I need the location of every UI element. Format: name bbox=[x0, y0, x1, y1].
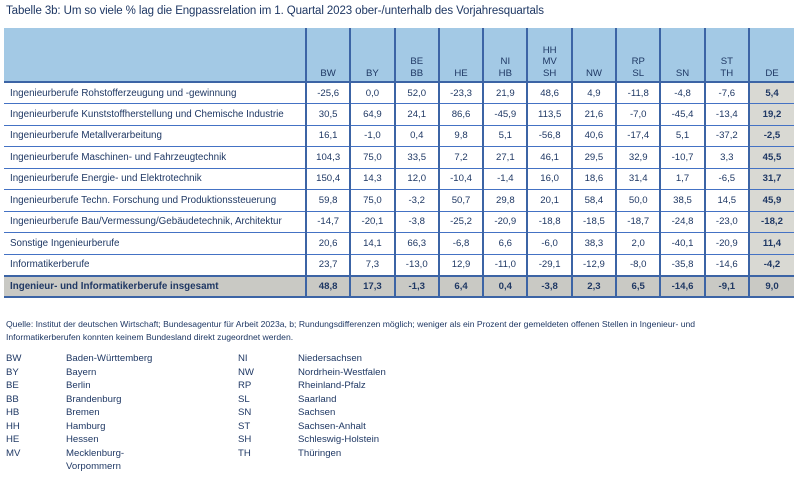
table-total-row bbox=[4, 276, 794, 298]
cell-sn: -24,8 bbox=[660, 211, 704, 233]
legend-abbreviation: HE bbox=[6, 434, 20, 445]
cell-th: -20,9 bbox=[705, 233, 749, 255]
column-header-th bbox=[705, 28, 749, 82]
column-header-line: HB bbox=[498, 67, 512, 79]
legend-state-name: Sachsen bbox=[298, 407, 336, 418]
legend-state-name: Niedersachsen bbox=[298, 353, 362, 364]
cell-hb: -1,4 bbox=[483, 168, 527, 190]
cell-hb: 0,4 bbox=[483, 276, 527, 298]
table-body bbox=[4, 82, 794, 297]
cell-th: -7,6 bbox=[705, 82, 749, 104]
cell-bb: -1,3 bbox=[395, 276, 439, 298]
data-table-container bbox=[4, 28, 794, 298]
cell-de: 11,4 bbox=[749, 233, 794, 255]
row-label: Ingenieurberufe Metallverarbeitung bbox=[4, 125, 306, 147]
cell-sl: -11,8 bbox=[616, 82, 660, 104]
legend-abbreviation: HH bbox=[6, 420, 20, 432]
column-header-bb bbox=[395, 28, 439, 82]
cell-he: 6,4 bbox=[439, 276, 483, 298]
cell-sh: 16,0 bbox=[527, 168, 571, 190]
cell-sh: 113,5 bbox=[527, 104, 571, 126]
column-header-line: RP bbox=[631, 56, 645, 67]
cell-de: 19,2 bbox=[749, 104, 794, 126]
cell-by: 14,3 bbox=[350, 168, 394, 190]
cell-de: -18,2 bbox=[749, 211, 794, 233]
cell-de: 5,4 bbox=[749, 82, 794, 104]
legend-state-name-continuation: Vorpommern bbox=[66, 461, 121, 472]
cell-nw: 40,6 bbox=[572, 125, 616, 147]
table-header bbox=[4, 28, 794, 82]
cell-sl: -17,4 bbox=[616, 125, 660, 147]
row-label: Informatikerberufe bbox=[4, 254, 306, 276]
cell-bb: 0,4 bbox=[395, 125, 439, 147]
cell-th: -14,6 bbox=[705, 254, 749, 276]
cell-sl: -8,0 bbox=[616, 254, 660, 276]
cell-th: -37,2 bbox=[705, 125, 749, 147]
legend-item bbox=[238, 393, 488, 407]
cell-sh: -29,1 bbox=[527, 254, 571, 276]
legend-abbreviation: BY bbox=[6, 366, 19, 378]
source-note: Quelle: Institut der deutschen Wirtschaft; Bundesagentur für Arbeit 2023a, b; Rundungsdifferenzen möglich; weniger als ein Prozent der gemeldeten offenen Stellen in Ingenieur- und Informatikerberufen konnten keinem Bundesland direkt zugeordnet werden. bbox=[6, 319, 696, 342]
cell-nw: 21,6 bbox=[572, 104, 616, 126]
legend-item bbox=[6, 433, 238, 447]
cell-he: 86,6 bbox=[439, 104, 483, 126]
cell-hb: 27,1 bbox=[483, 147, 527, 169]
engpassrelation-table bbox=[4, 28, 794, 298]
cell-sh: 20,1 bbox=[527, 190, 571, 212]
cell-by: 64,9 bbox=[350, 104, 394, 126]
legend-state-name: Mecklenburg- bbox=[66, 447, 125, 459]
legend-state-name: Schleswig-Holstein bbox=[298, 434, 380, 445]
column-header-line: TH bbox=[720, 67, 734, 79]
cell-sn: -4,8 bbox=[660, 82, 704, 104]
legend-item bbox=[238, 433, 488, 447]
column-header-line: SH bbox=[542, 67, 557, 79]
legend-state-name: Hessen bbox=[66, 434, 99, 445]
table-row bbox=[4, 82, 794, 104]
table-row bbox=[4, 104, 794, 126]
cell-hb: -11,0 bbox=[483, 254, 527, 276]
legend-column-left bbox=[6, 352, 238, 474]
cell-bw: 48,8 bbox=[306, 276, 350, 298]
cell-sl: -7,0 bbox=[616, 104, 660, 126]
cell-bw: 59,8 bbox=[306, 190, 350, 212]
cell-by: -1,0 bbox=[350, 125, 394, 147]
cell-th: -13,4 bbox=[705, 104, 749, 126]
legend-state-name: Bayern bbox=[66, 366, 97, 378]
cell-sn: -10,7 bbox=[660, 147, 704, 169]
cell-he: -25,2 bbox=[439, 211, 483, 233]
cell-he: 9,8 bbox=[439, 125, 483, 147]
row-label: Ingenieurberufe Rohstofferzeugung und -gewinnung bbox=[4, 82, 306, 104]
legend-item bbox=[6, 366, 238, 380]
legend-state-name: Berlin bbox=[66, 380, 91, 391]
cell-de: 9,0 bbox=[749, 276, 794, 298]
cell-de: -4,2 bbox=[749, 254, 794, 276]
column-header-line: BW bbox=[320, 67, 336, 79]
legend-item bbox=[238, 406, 488, 420]
legend-state-name: Bremen bbox=[66, 407, 100, 418]
row-label: Ingenieur- und Informatikerberufe insgesamt bbox=[4, 276, 306, 298]
column-header-sn bbox=[660, 28, 704, 82]
legend-item bbox=[6, 379, 238, 393]
legend-abbreviation: ST bbox=[238, 420, 251, 432]
legend-item bbox=[238, 352, 488, 366]
cell-sl: 2,0 bbox=[616, 233, 660, 255]
cell-nw: 2,3 bbox=[572, 276, 616, 298]
cell-sn: -14,6 bbox=[660, 276, 704, 298]
cell-sl: 32,9 bbox=[616, 147, 660, 169]
cell-sh: 48,6 bbox=[527, 82, 571, 104]
column-header-hb bbox=[483, 28, 527, 82]
cell-sh: -56,8 bbox=[527, 125, 571, 147]
cell-by: 17,3 bbox=[350, 276, 394, 298]
legend-state-name: Nordrhein-Westfalen bbox=[298, 366, 386, 378]
legend-state-name: Saarland bbox=[298, 393, 337, 405]
table-header-row bbox=[4, 28, 794, 82]
column-header-line: MV bbox=[542, 56, 557, 67]
cell-sh: -18,8 bbox=[527, 211, 571, 233]
legend-state-name: Rheinland-Pfalz bbox=[298, 380, 366, 391]
cell-bb: 12,0 bbox=[395, 168, 439, 190]
cell-hb: 21,9 bbox=[483, 82, 527, 104]
legend-abbreviation: BB bbox=[6, 393, 19, 405]
legend-abbreviation: SH bbox=[238, 434, 252, 445]
legend-state-name: Sachsen-Anhalt bbox=[298, 420, 366, 432]
cell-th: 3,3 bbox=[705, 147, 749, 169]
cell-by: 75,0 bbox=[350, 190, 394, 212]
cell-bw: -25,6 bbox=[306, 82, 350, 104]
column-header-line: BB bbox=[410, 67, 424, 79]
legend-abbreviation: BE bbox=[6, 380, 19, 391]
cell-hb: -20,9 bbox=[483, 211, 527, 233]
column-header-line: NW bbox=[585, 67, 602, 79]
cell-hb: -45,9 bbox=[483, 104, 527, 126]
cell-bw: 16,1 bbox=[306, 125, 350, 147]
cell-hb: 29,8 bbox=[483, 190, 527, 212]
cell-bb: 52,0 bbox=[395, 82, 439, 104]
column-header-nw bbox=[572, 28, 616, 82]
row-label: Sonstige Ingenieurberufe bbox=[4, 233, 306, 255]
legend-item bbox=[6, 393, 238, 407]
cell-by: 14,1 bbox=[350, 233, 394, 255]
cell-nw: 29,5 bbox=[572, 147, 616, 169]
table-row bbox=[4, 147, 794, 169]
cell-nw: 4,9 bbox=[572, 82, 616, 104]
cell-bb: -3,2 bbox=[395, 190, 439, 212]
cell-th: -6,5 bbox=[705, 168, 749, 190]
legend-state-name: Brandenburg bbox=[66, 393, 122, 405]
column-header-line: HE bbox=[454, 67, 468, 79]
column-header-line: BY bbox=[366, 67, 379, 79]
legend-item bbox=[238, 420, 488, 434]
column-header-sl bbox=[616, 28, 660, 82]
cell-de: 31,7 bbox=[749, 168, 794, 190]
cell-th: -9,1 bbox=[705, 276, 749, 298]
legend-abbreviation: TH bbox=[238, 447, 251, 459]
cell-he: 50,7 bbox=[439, 190, 483, 212]
cell-sl: -18,7 bbox=[616, 211, 660, 233]
legend-column-right bbox=[238, 352, 488, 474]
table-row bbox=[4, 233, 794, 255]
row-label: Ingenieurberufe Kunststoffherstellung und Chemische Industrie bbox=[4, 104, 306, 126]
column-header-row-label bbox=[4, 28, 306, 82]
table-row bbox=[4, 190, 794, 212]
cell-nw: 38,3 bbox=[572, 233, 616, 255]
cell-sn: -45,4 bbox=[660, 104, 704, 126]
legend-item bbox=[238, 447, 488, 461]
legend-state-name: Hamburg bbox=[66, 420, 106, 432]
cell-bw: 23,7 bbox=[306, 254, 350, 276]
cell-he: 7,2 bbox=[439, 147, 483, 169]
cell-hb: 6,6 bbox=[483, 233, 527, 255]
cell-nw: -12,9 bbox=[572, 254, 616, 276]
table-row bbox=[4, 211, 794, 233]
cell-bb: -3,8 bbox=[395, 211, 439, 233]
column-header-line: SL bbox=[632, 67, 645, 79]
column-header-by bbox=[350, 28, 394, 82]
column-header-line: HH bbox=[542, 44, 557, 56]
cell-he: -23,3 bbox=[439, 82, 483, 104]
cell-bw: 30,5 bbox=[306, 104, 350, 126]
column-header-bw bbox=[306, 28, 350, 82]
legend-item bbox=[238, 379, 488, 393]
cell-de: 45,5 bbox=[749, 147, 794, 169]
cell-sh: -3,8 bbox=[527, 276, 571, 298]
column-header-line: ST bbox=[720, 56, 733, 67]
cell-by: -20,1 bbox=[350, 211, 394, 233]
column-header-line: NI bbox=[500, 56, 511, 67]
column-header-line: BE bbox=[410, 56, 424, 67]
cell-by: 7,3 bbox=[350, 254, 394, 276]
cell-sn: 1,7 bbox=[660, 168, 704, 190]
cell-hb: 5,1 bbox=[483, 125, 527, 147]
legend-abbreviation: MV bbox=[6, 447, 21, 459]
legend-item bbox=[6, 447, 238, 461]
cell-th: -23,0 bbox=[705, 211, 749, 233]
cell-sh: -6,0 bbox=[527, 233, 571, 255]
legend-item bbox=[6, 406, 238, 420]
column-header-line: DE bbox=[765, 67, 779, 79]
legend-item bbox=[6, 420, 238, 434]
row-label: Ingenieurberufe Energie- und Elektrotechnik bbox=[4, 168, 306, 190]
cell-nw: 18,6 bbox=[572, 168, 616, 190]
cell-bw: 20,6 bbox=[306, 233, 350, 255]
column-header-he bbox=[439, 28, 483, 82]
cell-bw: 104,3 bbox=[306, 147, 350, 169]
legend-state-name: Baden-Württemberg bbox=[66, 353, 153, 364]
row-label: Ingenieurberufe Bau/Vermessung/Gebäudetechnik, Architektur bbox=[4, 211, 306, 233]
cell-nw: 58,4 bbox=[572, 190, 616, 212]
cell-by: 75,0 bbox=[350, 147, 394, 169]
cell-nw: -18,5 bbox=[572, 211, 616, 233]
table-row bbox=[4, 254, 794, 276]
cell-bb: 66,3 bbox=[395, 233, 439, 255]
legend-abbreviation: HB bbox=[6, 407, 20, 418]
legend-abbreviation: RP bbox=[238, 380, 252, 391]
table-row bbox=[4, 168, 794, 190]
legend-item bbox=[238, 366, 488, 380]
cell-sn: -35,8 bbox=[660, 254, 704, 276]
row-label: Ingenieurberufe Maschinen- und Fahrzeugtechnik bbox=[4, 147, 306, 169]
column-header-sh bbox=[527, 28, 571, 82]
legend-item bbox=[6, 352, 238, 366]
cell-bb: 33,5 bbox=[395, 147, 439, 169]
cell-bb: -13,0 bbox=[395, 254, 439, 276]
abbreviation-legend bbox=[6, 352, 526, 474]
legend-abbreviation: NI bbox=[238, 353, 248, 364]
page-title: Tabelle 3b: Um so viele % lag die Engpassrelation im 1. Quartal 2023 ober-/unterhalb des Vorjahresquartals bbox=[6, 5, 544, 17]
cell-sl: 50,0 bbox=[616, 190, 660, 212]
row-label: Ingenieurberufe Techn. Forschung und Produktionssteuerung bbox=[4, 190, 306, 212]
cell-de: -2,5 bbox=[749, 125, 794, 147]
cell-de: 45,9 bbox=[749, 190, 794, 212]
cell-th: 14,5 bbox=[705, 190, 749, 212]
column-header-line: SN bbox=[675, 67, 690, 79]
cell-he: -10,4 bbox=[439, 168, 483, 190]
legend-abbreviation: SN bbox=[238, 407, 252, 418]
cell-he: -6,8 bbox=[439, 233, 483, 255]
cell-sn: -40,1 bbox=[660, 233, 704, 255]
legend-abbreviation: SL bbox=[238, 393, 250, 405]
cell-bb: 24,1 bbox=[395, 104, 439, 126]
cell-bw: -14,7 bbox=[306, 211, 350, 233]
cell-by: 0,0 bbox=[350, 82, 394, 104]
cell-sl: 31,4 bbox=[616, 168, 660, 190]
cell-he: 12,9 bbox=[439, 254, 483, 276]
legend-abbreviation: NW bbox=[238, 366, 254, 378]
table-row bbox=[4, 125, 794, 147]
cell-bw: 150,4 bbox=[306, 168, 350, 190]
legend-abbreviation: BW bbox=[6, 353, 22, 364]
cell-sl: 6,5 bbox=[616, 276, 660, 298]
column-header-de bbox=[749, 28, 794, 82]
legend-state-name: Thüringen bbox=[298, 447, 342, 459]
cell-sn: 38,5 bbox=[660, 190, 704, 212]
cell-sh: 46,1 bbox=[527, 147, 571, 169]
cell-sn: 5,1 bbox=[660, 125, 704, 147]
